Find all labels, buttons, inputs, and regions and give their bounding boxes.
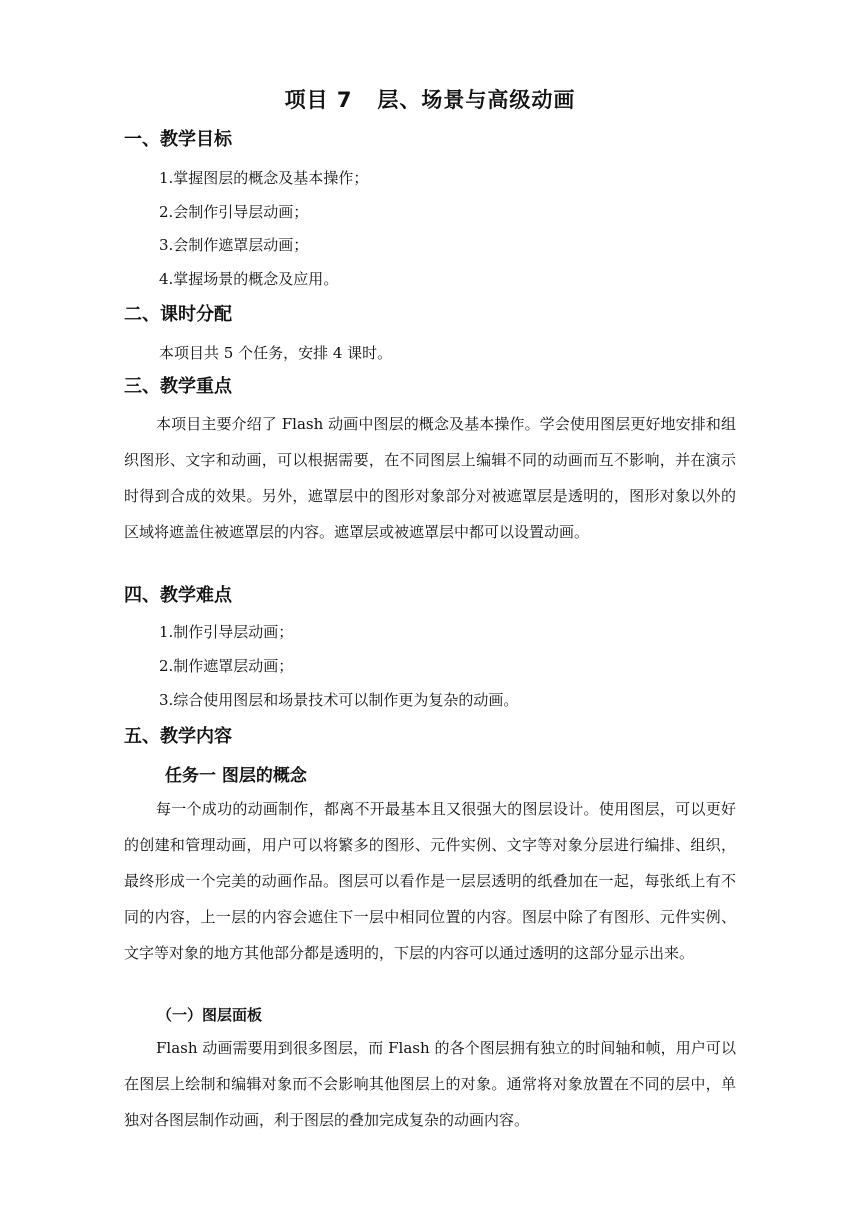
- section-heading-content: 五、教学内容: [124, 726, 232, 747]
- hours-text: 本项目共 5 个任务，安排 4 课时。: [159, 344, 393, 362]
- section-heading-hours: 二、课时分配: [124, 304, 232, 325]
- objective-item-3: 3.会制作遮罩层动画；: [159, 236, 309, 254]
- page-title: 项目 7 层、场景与高级动画: [284, 88, 576, 112]
- difficulty-item-1: 1.制作引导层动画；: [159, 623, 294, 641]
- objective-item-1: 1.掌握图层的概念及基本操作；: [159, 169, 369, 187]
- layer-panel-paragraph: Flash 动画需要用到很多图层，而 Flash 的各个图层拥有独立的时间轴和帧，用户可以在图层上绘制和编辑对象而不会影响其他图层上的对象。通常将对象放置在不同的层中，单独对各图层制作动画，利于图层的叠加完成复杂的动画内容。: [124, 1039, 736, 1129]
- section-heading-key-points: 三、教学重点: [124, 376, 232, 397]
- difficulty-item-2: 2.制作遮罩层动画；: [159, 657, 294, 675]
- objective-item-4: 4.掌握场景的概念及应用。: [159, 270, 339, 288]
- difficulty-item-3: 3.综合使用图层和场景技术可以制作更为复杂的动画。: [159, 691, 519, 709]
- subsection-heading-layer-panel: （一）图层面板: [157, 1006, 263, 1024]
- section-heading-objectives: 一、教学目标: [124, 129, 232, 150]
- section-heading-difficulties: 四、教学难点: [124, 585, 232, 606]
- layer-concept-paragraph: 每一个成功的动画制作，都离不开最基本且又很强大的图层设计。使用图层，可以更好的创建和管理动画，用户可以将繁多的图形、元件实例、文字等对象分层进行编排、组织，最终形成一个完美的动画作品。图层可以看作是一层层透明的纸叠加在一起，每张纸上有不同的内容，上一层的内容会遮住下一层中相同位置的内容。图层中除了有图形、元件实例、文字等对象的地方其他部分都是透明的，下层的内容可以通过透明的这部分显示出来。: [124, 800, 736, 962]
- objective-item-2: 2.会制作引导层动画；: [159, 203, 309, 221]
- key-points-paragraph: 本项目主要介绍了 Flash 动画中图层的概念及基本操作。学会使用图层更好地安排和组织图形、文字和动画，可以根据需要，在不同图层上编辑不同的动画而互不影响，并在演示时得到合成的效果。另外，遮罩层中的图形对象部分对被遮罩层是透明的，图形对象以外的区域将遮盖住被遮罩层的内容。遮罩层或被遮罩层中都可以设置动画。: [124, 415, 736, 541]
- task-heading-layer-concept: 任务一 图层的概念: [165, 766, 307, 786]
